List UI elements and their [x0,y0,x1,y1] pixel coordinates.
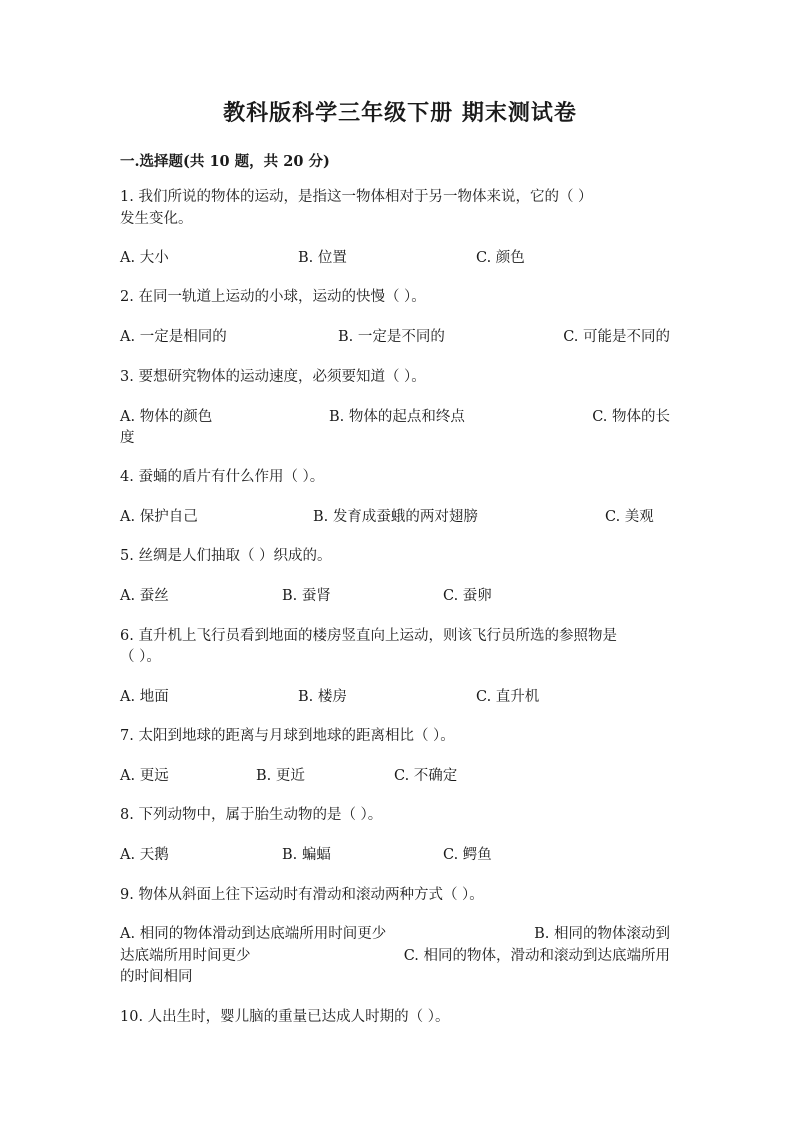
question-4-text: 4. 蚕蛹的盾片有什么作用（ ）。 [120,469,325,485]
question-1-text-cont: 发生变化。 [120,211,193,227]
question-4-option-b: B. 发育成蚕蛾的两对翅膀 [313,509,478,525]
question-3-option-c: C. 物体的长 [592,409,670,425]
question-6-option-c: C. 直升机 [476,689,540,705]
question-5-text: 5. 丝绸是人们抽取（ ）织成的。 [120,548,332,564]
question-9-option-b-cont: 达底端所用时间更少 [120,948,251,964]
question-6-option-b: B. 楼房 [298,689,347,705]
question-6-option-a: A. 地面 [120,689,169,705]
question-7-text: 7. 太阳到地球的距离与月球到地球的距离相比（ ）。 [120,728,455,744]
question-8-option-a: A. 天鹅 [120,847,169,863]
section-heading: 一.选择题(共 10 题，共 20 分) [120,153,330,170]
question-1-option-c: C. 颜色 [476,250,525,266]
question-9-text: 9. 物体从斜面上往下运动时有滑动和滚动两种方式（ ）。 [120,887,484,903]
question-10-text: 10. 人出生时，婴儿脑的重量已达成人时期的（ ）。 [120,1009,450,1025]
question-5-option-a: A. 蚕丝 [120,588,169,604]
question-9-option-b: B. 相同的物体滚动到 [534,926,670,942]
question-3-option-a: A. 物体的颜色 [120,409,213,425]
question-2-option-a: A. 一定是相同的 [120,329,227,345]
question-7-option-b: B. 更近 [256,768,305,784]
question-8-option-b: B. 蝙蝠 [282,847,331,863]
question-9-option-c-cont: 的时间相同 [120,969,193,985]
question-7-option-c: C. 不确定 [394,768,458,784]
question-5-option-c: C. 蚕卵 [443,588,492,604]
page-title: 教科版科学三年级下册 期末测试卷 [223,100,577,126]
question-9-option-c: C. 相同的物体，滑动和滚动到达底端所用 [403,948,670,964]
question-8-option-c: C. 鳄鱼 [443,847,492,863]
question-1-text: 1. 我们所说的物体的运动，是指这一物体相对于另一物体来说，它的（ ） [120,189,593,205]
question-1-option-b: B. 位置 [298,250,347,266]
question-7-option-a: A. 更远 [120,768,169,784]
question-3-option-b: B. 物体的起点和终点 [329,409,465,425]
question-2-option-b: B. 一定是不同的 [338,329,445,345]
question-2-option-c: C. 可能是不同的 [563,329,670,345]
question-3-text: 3. 要想研究物体的运动速度，必须要知道（ ）。 [120,369,426,385]
question-2-text: 2. 在同一轨道上运动的小球，运动的快慢（ ）。 [120,289,426,305]
question-8-text: 8. 下列动物中，属于胎生动物的是（ ）。 [120,807,383,823]
question-9-option-a: A. 相同的物体滑动到达底端所用时间更少 [120,926,387,942]
question-4-option-c: C. 美观 [605,509,654,525]
question-1-option-a: A. 大小 [120,250,169,266]
question-3-option-c-cont: 度 [120,430,135,446]
question-5-option-b: B. 蚕肾 [282,588,331,604]
question-6-text: 6. 直升机上飞行员看到地面的楼房竖直向上运动，则该飞行员所选的参照物是 [120,628,617,644]
question-6-text-cont: （ ）。 [120,649,161,665]
question-4-option-a: A. 保护自己 [120,509,198,525]
